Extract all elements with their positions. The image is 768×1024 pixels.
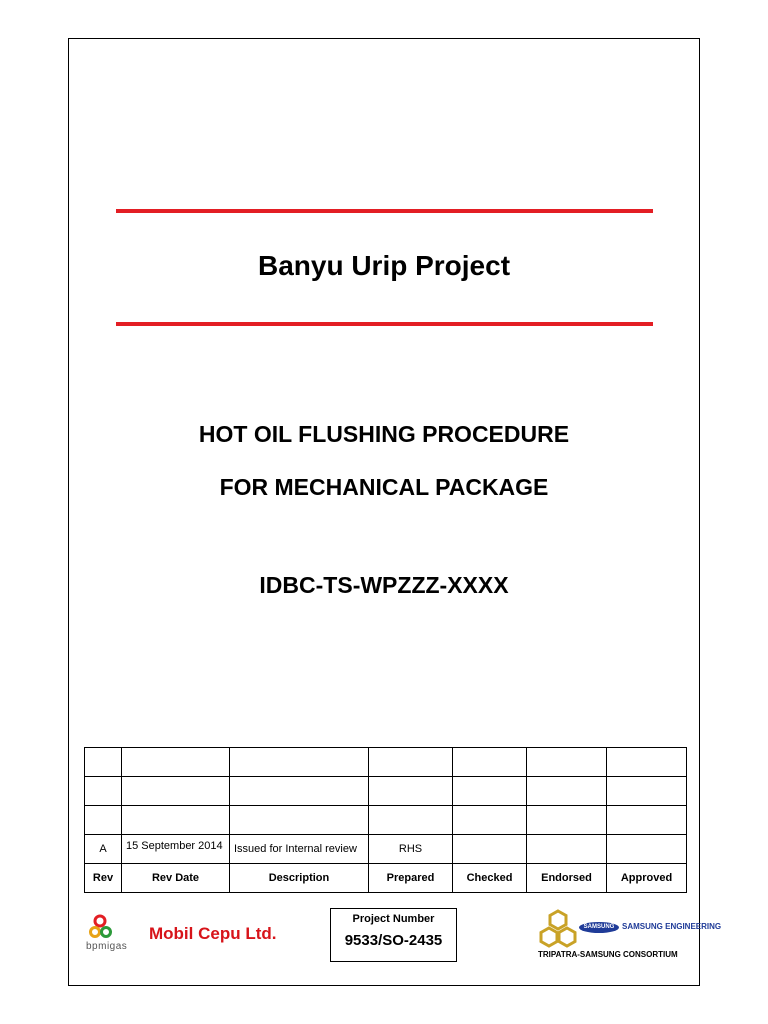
table-row bbox=[85, 748, 687, 777]
consortium-label: TRIPATRA-SAMSUNG CONSORTIUM bbox=[538, 950, 678, 959]
table-cell bbox=[230, 777, 369, 806]
project-number: 9533/SO-2435 bbox=[344, 932, 443, 949]
description-cell: Issued for Internal review bbox=[230, 835, 369, 864]
project-number-label: Project Number bbox=[352, 913, 435, 925]
table-cell bbox=[527, 806, 607, 835]
samsung-engineering-label: SAMSUNG ENGINEERING bbox=[622, 922, 722, 931]
document-subtitle-line-2: FOR MECHANICAL PACKAGE bbox=[219, 474, 549, 500]
column-header-description: Description bbox=[230, 864, 369, 893]
revision-table bbox=[84, 747, 687, 893]
mobil-cepu-logo: Mobil Cepu Ltd. bbox=[149, 924, 277, 943]
table-header-row bbox=[85, 864, 687, 893]
checked-cell bbox=[453, 835, 527, 864]
table-cell bbox=[122, 777, 230, 806]
column-header-rev-date: Rev Date bbox=[122, 864, 230, 893]
column-header-approved: Approved bbox=[607, 864, 687, 893]
table-cell bbox=[122, 748, 230, 777]
table-cell bbox=[453, 748, 527, 777]
project-title: Banyu Urip Project bbox=[257, 250, 511, 281]
prepared-cell: RHS bbox=[369, 835, 453, 864]
table-cell bbox=[527, 748, 607, 777]
top-red-rule bbox=[116, 209, 653, 213]
table-row bbox=[85, 777, 687, 806]
table-cell bbox=[230, 806, 369, 835]
project-number-box bbox=[330, 908, 457, 962]
column-header-endorsed: Endorsed bbox=[527, 864, 607, 893]
footer-logos bbox=[0, 905, 768, 965]
samsung-badge: SAMSUNG bbox=[579, 922, 619, 933]
column-header-prepared: Prepared bbox=[369, 864, 453, 893]
table-cell bbox=[607, 777, 687, 806]
table-cell bbox=[230, 748, 369, 777]
bottom-red-rule bbox=[116, 322, 653, 326]
bpmigas-logo-icon bbox=[86, 913, 146, 959]
table-cell bbox=[85, 748, 122, 777]
table-cell bbox=[453, 806, 527, 835]
table-cell bbox=[607, 748, 687, 777]
endorsed-cell bbox=[527, 835, 607, 864]
table-cell bbox=[369, 777, 453, 806]
table-row bbox=[85, 835, 687, 864]
column-header-checked: Checked bbox=[453, 864, 527, 893]
table-cell bbox=[85, 777, 122, 806]
table-cell bbox=[527, 777, 607, 806]
approved-cell bbox=[607, 835, 687, 864]
table-cell bbox=[369, 806, 453, 835]
document-number: IDBC-TS-WPZZZ-XXXX bbox=[259, 572, 509, 598]
bpmigas-label: bpmigas bbox=[86, 941, 128, 952]
rev-date-cell: 15 September 2014 bbox=[122, 835, 230, 864]
table-cell bbox=[369, 748, 453, 777]
column-header-rev: Rev bbox=[85, 864, 122, 893]
table-row bbox=[85, 806, 687, 835]
table-cell bbox=[85, 806, 122, 835]
document-subtitle-line-1: HOT OIL FLUSHING PROCEDURE bbox=[198, 421, 570, 447]
hexagon-cluster-icon bbox=[536, 909, 580, 949]
rev-cell: A bbox=[85, 835, 122, 864]
table-cell bbox=[453, 777, 527, 806]
table-cell bbox=[607, 806, 687, 835]
table-cell bbox=[122, 806, 230, 835]
tripatra-samsung-logo bbox=[536, 909, 722, 961]
